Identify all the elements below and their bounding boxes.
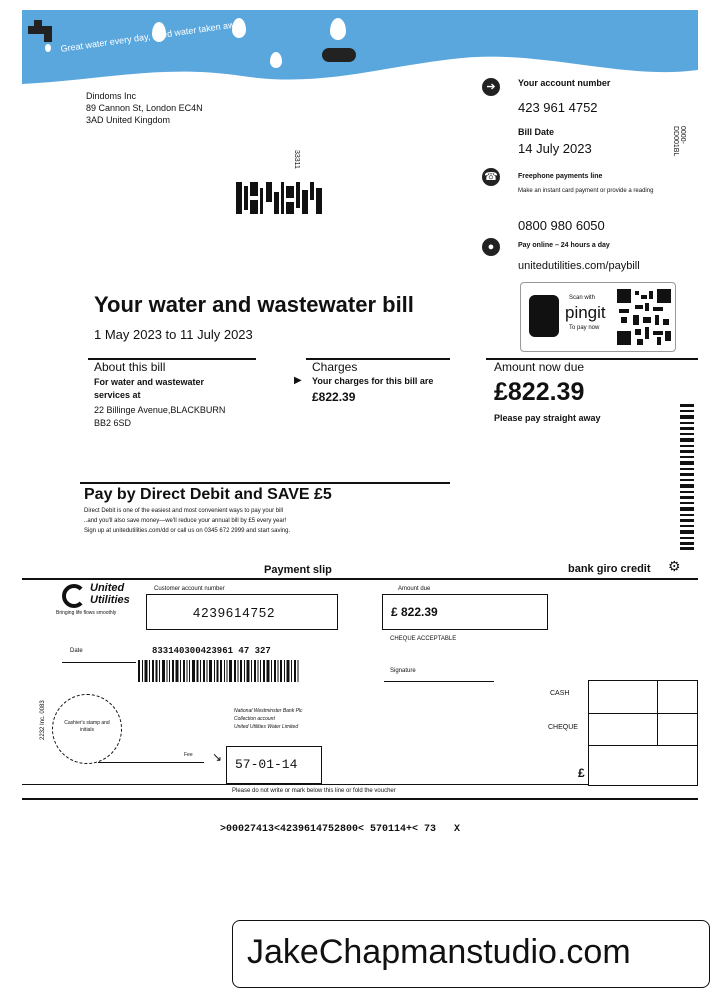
barcode-bar bbox=[149, 660, 150, 682]
pingit-sub: To pay now bbox=[569, 325, 600, 331]
barcode-bar bbox=[172, 660, 174, 682]
sender-address bbox=[86, 90, 203, 126]
dd-line: ..and you'll also save money—we'll reduce your annual bill by £5 every year! bbox=[84, 518, 287, 524]
watermark-text: JakeChapmanstudio.com bbox=[247, 933, 631, 971]
about-address: 22 Billinge Avenue,BLACKBURN bbox=[94, 405, 226, 415]
fee-line bbox=[98, 762, 204, 763]
barcode-code: 33311 bbox=[293, 150, 300, 169]
phone-icon: ☎ bbox=[482, 168, 500, 186]
barcode-bar bbox=[238, 660, 239, 682]
barcode-bar bbox=[138, 660, 140, 682]
pingit-box[interactable] bbox=[520, 282, 676, 352]
due-amount: £822.39 bbox=[494, 378, 585, 406]
play-icon: ▶ bbox=[294, 375, 302, 386]
cust-label: Customer account number bbox=[154, 586, 225, 592]
barcode-bar bbox=[258, 660, 259, 682]
barcode-bar bbox=[224, 660, 225, 682]
qr-code bbox=[617, 289, 671, 345]
barcode-bar bbox=[203, 660, 205, 682]
ref-number: 833140300423961 47 327 bbox=[152, 646, 271, 656]
cust-value: 4239614752 bbox=[193, 605, 276, 620]
droplet-icon bbox=[270, 52, 282, 68]
barcode-bar bbox=[217, 660, 219, 682]
barcode-bar bbox=[244, 660, 245, 682]
bank-line: United Utilities Water Limited bbox=[234, 724, 299, 730]
barcode-bar bbox=[294, 660, 296, 682]
pingit-small: Scan with bbox=[569, 295, 596, 301]
barcode-bar bbox=[207, 660, 208, 682]
bank-giro: bank giro credit bbox=[568, 563, 651, 575]
barcode-bar bbox=[142, 660, 143, 682]
freephone-label: Freephone payments line bbox=[518, 173, 603, 180]
barcode-bar bbox=[284, 660, 285, 682]
header-banner bbox=[22, 10, 698, 88]
pingit-name: pingit bbox=[565, 303, 606, 322]
vertical-barcode bbox=[680, 404, 694, 550]
fee-label: Fee bbox=[184, 752, 193, 758]
charges-label: Your charges for this bill are bbox=[312, 376, 434, 386]
barcode-bar bbox=[200, 660, 201, 682]
pound-symbol: £ bbox=[578, 766, 585, 780]
amount-box bbox=[382, 594, 548, 630]
freephone-number: 0800 980 6050 bbox=[518, 218, 605, 233]
mouse-icon: ● bbox=[482, 238, 500, 256]
barcode-bar bbox=[234, 660, 236, 682]
slip-barcode bbox=[138, 660, 304, 682]
account-number: 423 961 4752 bbox=[518, 100, 598, 115]
charges-heading: Charges bbox=[312, 360, 358, 374]
barcode-bar bbox=[169, 660, 170, 682]
barcode-bar bbox=[240, 660, 242, 682]
cheques-label: CHEQUE ACCEPTABLE bbox=[390, 636, 457, 642]
slip-bottom-line bbox=[22, 798, 698, 800]
grid-line bbox=[589, 745, 697, 746]
sender-line: 3AD United Kingdom bbox=[86, 115, 171, 125]
ocr-line: >00027413<4239614752800< 570114+< 73 X bbox=[220, 824, 461, 835]
grid-line bbox=[589, 713, 697, 714]
due-note: Please pay straight away bbox=[494, 413, 601, 423]
slip-title: Payment slip bbox=[264, 564, 332, 576]
uu-logo-icon bbox=[62, 584, 86, 608]
bank-line: National Westminster Bank Plc bbox=[234, 708, 303, 714]
date-line bbox=[62, 662, 136, 663]
barcode-bar bbox=[156, 660, 158, 682]
barcode-bar bbox=[214, 660, 215, 682]
barcode-bar bbox=[187, 660, 188, 682]
side-vertical: 2232 Inc. 0083 bbox=[40, 700, 46, 740]
meter-icon bbox=[322, 48, 356, 62]
bank-line: Collection account bbox=[234, 716, 275, 722]
slogan: Great water every day, used water taken away bbox=[60, 18, 245, 54]
about-line: For water and wastewater bbox=[94, 377, 205, 387]
cust-box bbox=[146, 594, 338, 630]
barcode-bar bbox=[197, 660, 199, 682]
side-code: 0000-DD001BL bbox=[672, 126, 686, 157]
barcode-bar bbox=[278, 660, 279, 682]
sort-code: 57-01-14 bbox=[235, 757, 298, 772]
date-label: Date bbox=[70, 648, 83, 654]
sort-code-box bbox=[226, 746, 322, 784]
slip-divider bbox=[22, 578, 698, 580]
barcode-bar bbox=[247, 660, 250, 682]
dd-line: Direct Debit is one of the easiest and most convenient ways to pay your bill bbox=[84, 508, 284, 514]
barcode-bar bbox=[298, 660, 299, 682]
barcode-bar bbox=[251, 660, 252, 682]
barcode-bar bbox=[220, 660, 222, 682]
barcode-bar bbox=[274, 660, 276, 682]
barcode-bar bbox=[183, 660, 185, 682]
footer-note: Please do not write or mark below this line or fold the voucher bbox=[232, 788, 396, 794]
arrow-icon: ➔ bbox=[482, 78, 500, 96]
barcode-bar bbox=[159, 660, 160, 682]
barcode-bar bbox=[180, 660, 181, 682]
freephone-desc: Make an instant card payment or provide a reading bbox=[518, 188, 654, 194]
online-url[interactable]: unitedutilities.com/paybill bbox=[518, 260, 640, 272]
barcode-bar bbox=[145, 660, 148, 682]
barcode-bar bbox=[162, 660, 165, 682]
online-label: Pay online – 24 hours a day bbox=[518, 242, 610, 249]
barcode-bar bbox=[267, 660, 270, 682]
barcode-bar bbox=[291, 660, 292, 682]
about-line: services at bbox=[94, 390, 141, 400]
watermark-box bbox=[232, 920, 710, 988]
about-heading: About this bill bbox=[94, 360, 166, 374]
amount-value: £ 822.39 bbox=[391, 605, 438, 619]
slip-bottom-line bbox=[22, 784, 588, 785]
barcode-bar bbox=[271, 660, 272, 682]
barcode-bar bbox=[192, 660, 195, 682]
barcode-bar bbox=[260, 660, 261, 682]
2d-barcode bbox=[236, 182, 322, 214]
barcode-bar bbox=[229, 660, 232, 682]
barcode-bar bbox=[263, 660, 265, 682]
dd-heading: Pay by Direct Debit and SAVE £5 bbox=[84, 486, 332, 503]
bill-period: 1 May 2023 to 11 July 2023 bbox=[94, 327, 253, 342]
cheque-label: CHEQUE bbox=[548, 724, 578, 731]
dd-line: Sign up at unitedutilities.com/dd or call us on 0345 672 2999 and start saving. bbox=[84, 528, 291, 534]
droplet-icon bbox=[330, 18, 346, 40]
tap-icon bbox=[26, 18, 58, 52]
due-heading: Amount now due bbox=[494, 360, 585, 374]
barcode-bar bbox=[209, 660, 212, 682]
grid-line bbox=[657, 681, 658, 745]
bill-date-label: Bill Date bbox=[518, 127, 555, 137]
amount-label: Amount due bbox=[398, 586, 431, 592]
sender-line: Dindoms Inc bbox=[86, 91, 137, 101]
barcode-bar bbox=[280, 660, 282, 682]
signature-line bbox=[384, 681, 494, 682]
bank-giro-icon: ⚙ bbox=[668, 558, 681, 574]
stamp-label: Cashier's stamp and initials bbox=[64, 720, 110, 733]
uu-logo-tag: Bringing life flows smoothly bbox=[56, 610, 117, 616]
uu-logo-line: United bbox=[90, 582, 125, 594]
charges-amount: £822.39 bbox=[312, 390, 356, 404]
sender-line: 89 Cannon St, London EC4N bbox=[86, 103, 203, 113]
barcode-bar bbox=[167, 660, 168, 682]
uu-logo-line: Utilities bbox=[90, 594, 130, 606]
barcode-bar bbox=[254, 660, 256, 682]
about-address: BB2 6SD bbox=[94, 418, 132, 428]
account-label: Your account number bbox=[518, 78, 611, 88]
pingit-logo-icon bbox=[529, 295, 559, 337]
barcode-bar bbox=[287, 660, 290, 682]
barcode-bar bbox=[227, 660, 228, 682]
arrow-down-icon: ↘ bbox=[212, 750, 223, 764]
bill-date: 14 July 2023 bbox=[518, 141, 592, 156]
divider bbox=[80, 482, 450, 484]
signature-label: Signature bbox=[390, 668, 416, 674]
cash-label: CASH bbox=[550, 690, 570, 697]
bill-title: Your water and wastewater bill bbox=[94, 292, 414, 317]
cash-grid bbox=[588, 680, 698, 786]
barcode-bar bbox=[189, 660, 190, 682]
barcode-bar bbox=[152, 660, 154, 682]
barcode-bar bbox=[176, 660, 179, 682]
